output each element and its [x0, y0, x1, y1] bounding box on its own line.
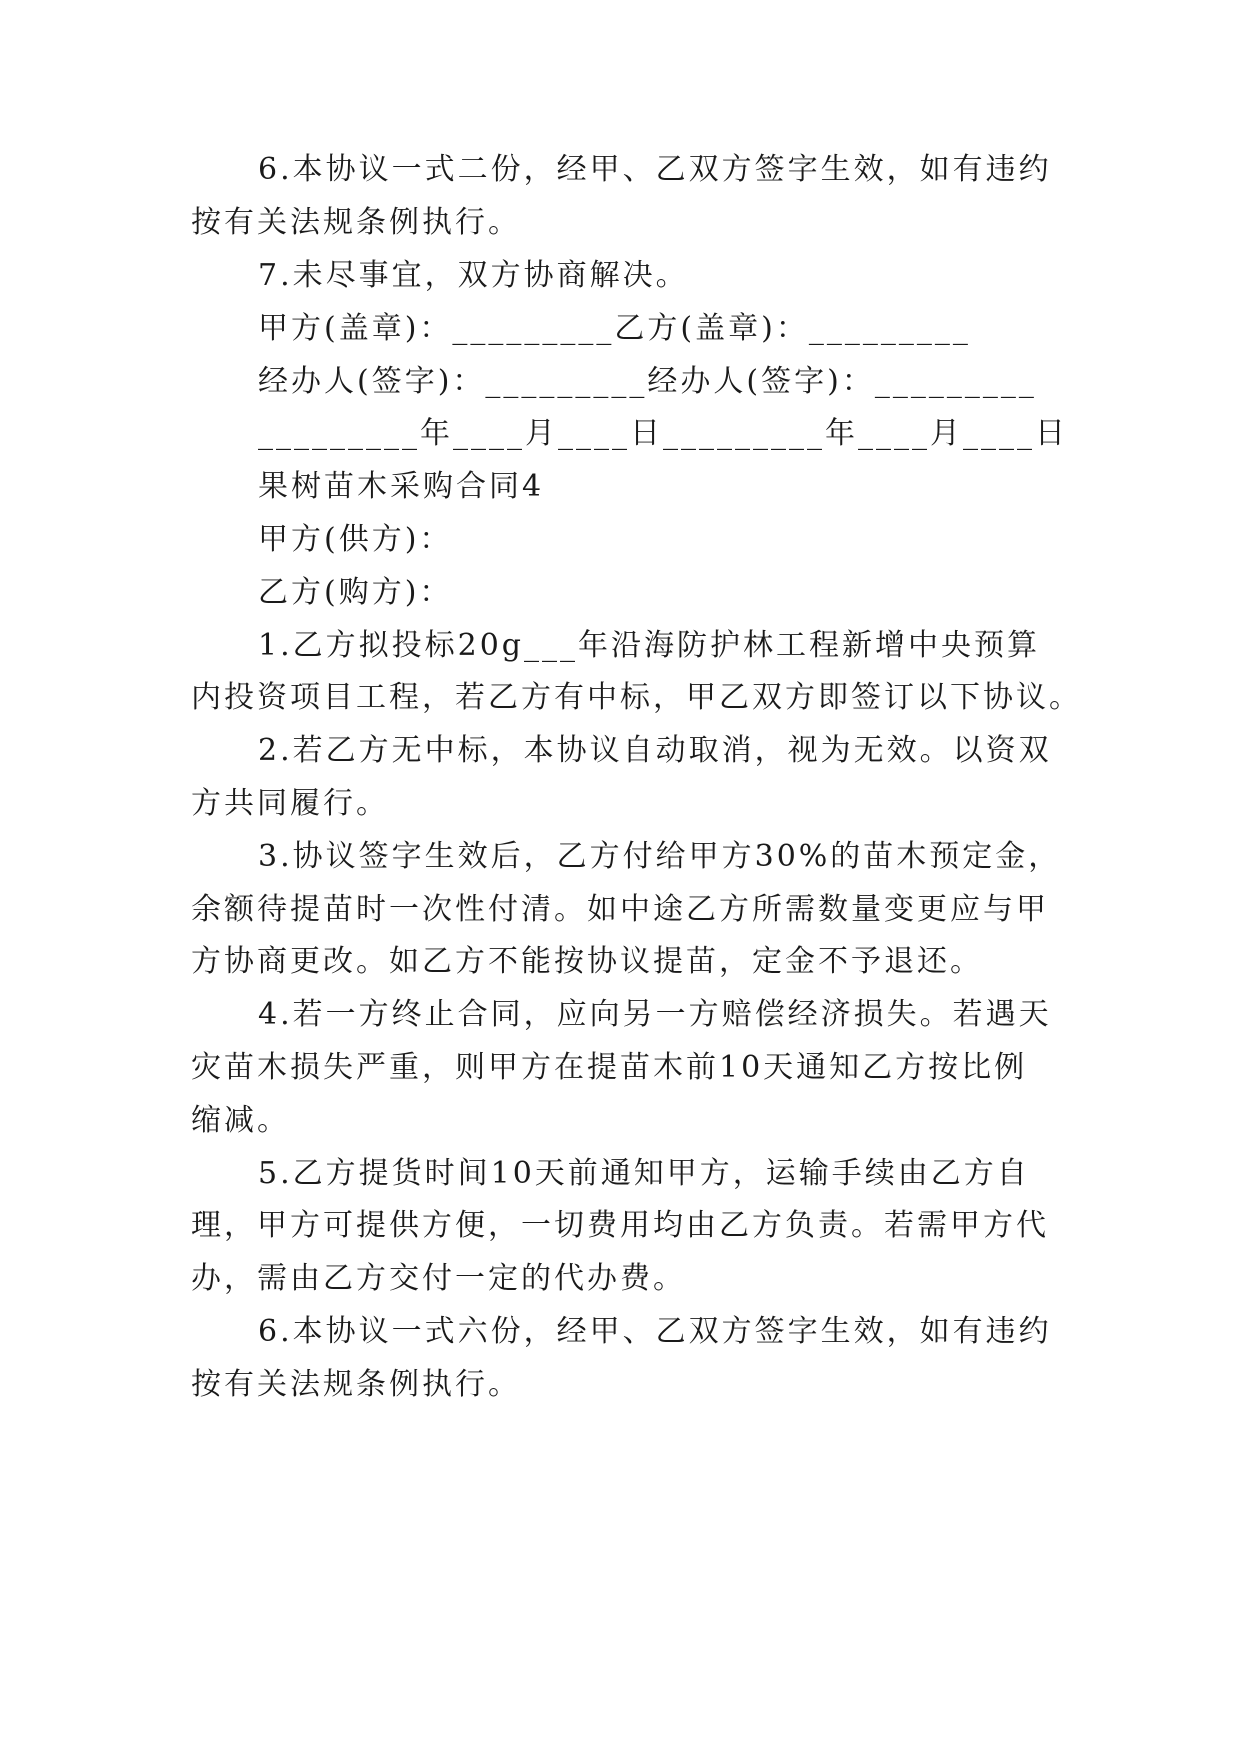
paragraph-line: 1.乙方拟投标20g___年沿海防护林工程新增中央预算: [258, 628, 1041, 663]
paragraph-line: 3.协议签字生效后，乙方付给甲方30%的苗木预定金，: [258, 839, 1062, 874]
paragraph-line: 6.本协议一式二份，经甲、乙双方签字生效，如有违约: [258, 152, 1052, 187]
paragraph-line: 2.若乙方无中标，本协议自动取消，视为无效。以资双: [258, 733, 1052, 768]
paragraph-line: 缩减。: [191, 1103, 290, 1138]
date-line: _________年____月____日_________年____月____日: [258, 416, 1068, 451]
paragraph-line: 余额待提苗时一次性付清。如中途乙方所需数量变更应与甲: [191, 892, 1049, 927]
paragraph-line: 办，需由乙方交付一定的代办费。: [191, 1261, 686, 1296]
paragraph-line: 按有关法规条例执行。: [191, 1367, 521, 1402]
party-b-line: 乙方(购方)：: [258, 575, 453, 610]
paragraph-line: 4.若一方终止合同，应向另一方赔偿经济损失。若遇天: [258, 997, 1052, 1032]
party-a-line: 甲方(供方)：: [258, 522, 453, 557]
paragraph-line: 灾苗木损失严重，则甲方在提苗木前10天通知乙方按比例: [191, 1050, 1028, 1085]
paragraph-line: 按有关法规条例执行。: [191, 205, 521, 240]
section-title: 果树苗木采购合同4: [258, 469, 545, 504]
signature-line: 甲方(盖章)：_________乙方(盖章)：_________: [258, 311, 971, 346]
paragraph-line: 7.未尽事宜，双方协商解决。: [258, 258, 689, 293]
paragraph-line: 6.本协议一式六份，经甲、乙双方签字生效，如有违约: [258, 1314, 1052, 1349]
paragraph-line: 方协商更改。如乙方不能按协议提苗，定金不予退还。: [191, 944, 983, 979]
paragraph-line: 方共同履行。: [191, 786, 389, 821]
signature-line: 经办人(签字)：_________经办人(签字)：_________: [258, 364, 1037, 399]
paragraph-line: 理，甲方可提供方便，一切费用均由乙方负责。若需甲方代: [191, 1208, 1049, 1243]
paragraph-line: 5.乙方提货时间10天前通知甲方，运输手续由乙方自: [258, 1156, 1030, 1191]
paragraph-line: 内投资项目工程，若乙方有中标，甲乙双方即签订以下协议。: [191, 680, 1082, 715]
